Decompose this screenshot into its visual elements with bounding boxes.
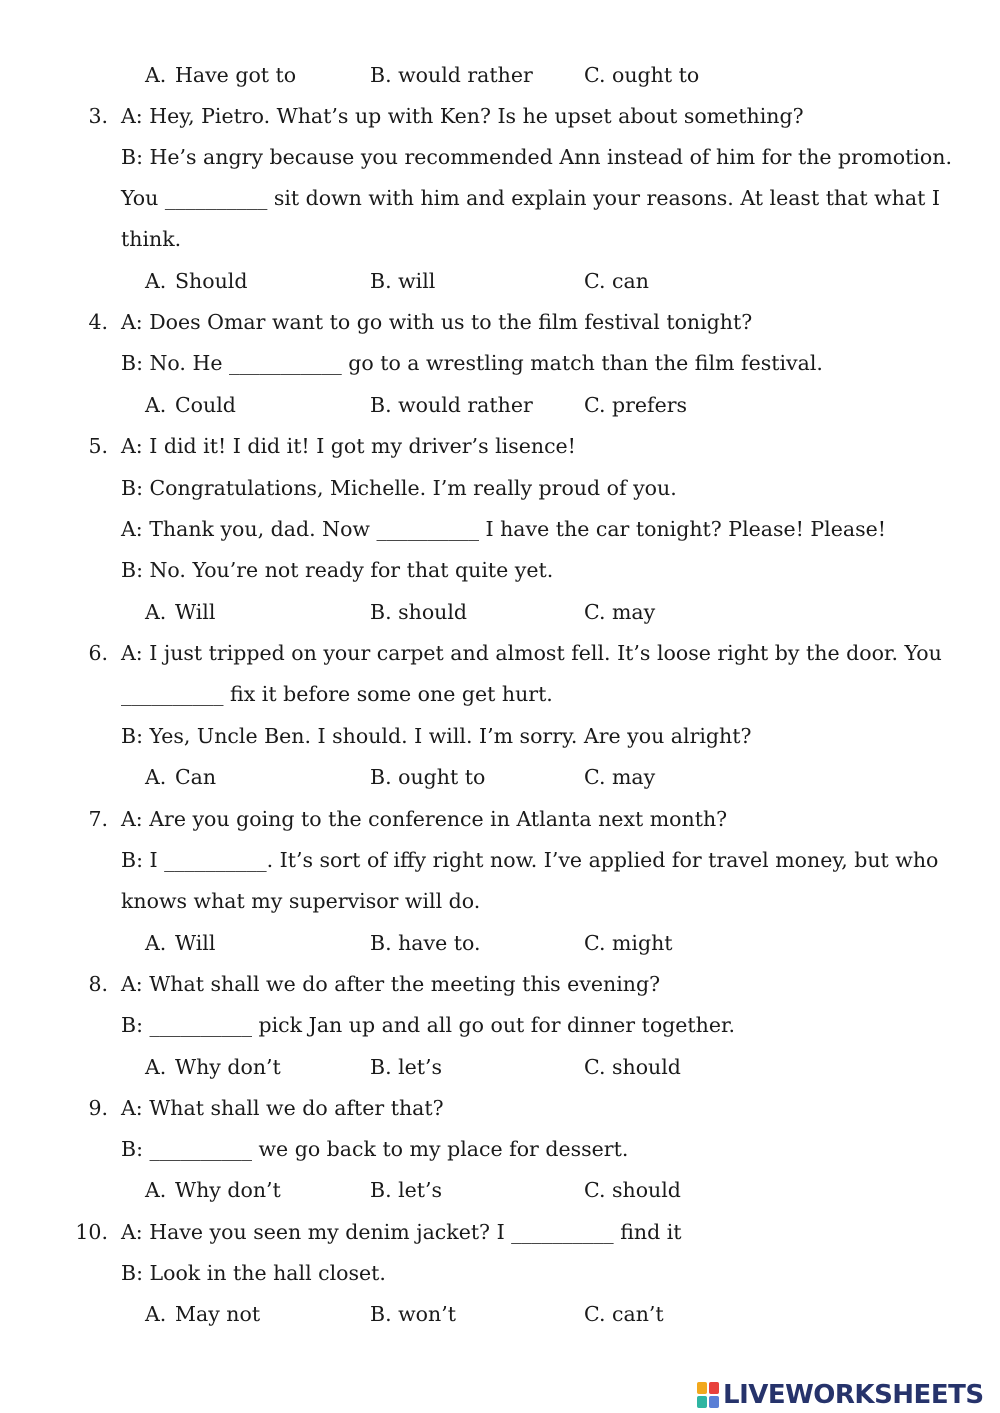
q2-option-a[interactable] — [145, 62, 296, 88]
q7-option-b[interactable]: B. have to. — [370, 931, 481, 955]
q9-option-a-text: Why don’t — [175, 1178, 281, 1202]
q7-line-3: knows what my supervisor will do. — [121, 889, 481, 913]
q9-option-c[interactable]: C. should — [584, 1178, 681, 1202]
q6-line-1: A: I just tripped on your carpet and almost fell. It’s loose right by the door. You — [121, 641, 942, 665]
q5-option-a-text: Will — [175, 600, 216, 624]
q9-line-1: A: What shall we do after that? — [121, 1096, 444, 1120]
q9-option-a-letter: A. — [145, 1178, 167, 1202]
q6-number: 6. — [88, 641, 108, 665]
q5-number: 5. — [88, 434, 108, 458]
q3-option-b[interactable]: B. will — [370, 269, 436, 293]
logo-square-1 — [697, 1382, 707, 1394]
q4-option-a-text: Could — [175, 393, 236, 417]
q5-line-2: B: Congratulations, Michelle. I’m really proud of you. — [121, 476, 677, 500]
q5-option-b[interactable]: B. should — [370, 600, 468, 624]
q3-number: 3. — [88, 104, 108, 128]
q3-line-2: B: He’s angry because you recommended Ann instead of him for the promotion. — [121, 145, 952, 169]
logo-mark-icon — [697, 1382, 719, 1408]
q10-number: 10. — [75, 1220, 108, 1244]
q8-option-a[interactable] — [145, 1054, 281, 1080]
q7-option-c[interactable]: C. might — [584, 931, 673, 955]
q10-option-a[interactable] — [145, 1301, 260, 1327]
q4-option-a-letter: A. — [145, 393, 167, 417]
q3-option-a[interactable] — [145, 268, 247, 294]
q4-line-2: B: No. He ___________ go to a wrestling match than the film festival. — [121, 351, 823, 375]
q10-option-c[interactable]: C. can’t — [584, 1302, 664, 1326]
q8-number: 8. — [88, 972, 108, 996]
q2-option-a-letter: A. — [145, 63, 167, 87]
q6-option-b[interactable]: B. ought to — [370, 765, 486, 789]
q4-line-1: A: Does Omar want to go with us to the film festival tonight? — [121, 310, 753, 334]
q6-option-c[interactable]: C. may — [584, 765, 656, 789]
q10-line-1: A: Have you seen my denim jacket? I __________ find it — [121, 1220, 682, 1244]
q5-option-a[interactable] — [145, 599, 215, 625]
q2-option-b[interactable]: B. would rather — [370, 63, 533, 87]
q8-option-a-text: Why don’t — [175, 1055, 281, 1079]
q8-line-2: B: __________ pick Jan up and all go out for dinner together. — [121, 1013, 736, 1037]
q6-line-3: B: Yes, Uncle Ben. I should. I will. I’m sorry. Are you alright? — [121, 724, 752, 748]
q8-option-b[interactable]: B. let’s — [370, 1055, 443, 1079]
q9-line-2: B: __________ we go back to my place for dessert. — [121, 1137, 629, 1161]
q7-number: 7. — [88, 807, 108, 831]
q5-line-4: B: No. You’re not ready for that quite yet. — [121, 558, 554, 582]
liveworksheets-logo — [697, 1380, 984, 1410]
q7-option-a-text: Will — [175, 931, 216, 955]
q10-option-a-text: May not — [175, 1302, 261, 1326]
q3-line-4: think. — [121, 227, 182, 251]
q10-option-a-letter: A. — [145, 1302, 167, 1326]
q4-option-c[interactable]: C. prefers — [584, 393, 688, 417]
q3-line-1: A: Hey, Pietro. What’s up with Ken? Is he upset about something? — [121, 104, 804, 128]
q5-line-1: A: I did it! I did it! I got my driver’s lisence! — [121, 434, 576, 458]
q3-option-a-letter: A. — [145, 269, 167, 293]
q5-option-c[interactable]: C. may — [584, 600, 656, 624]
q4-option-b[interactable]: B. would rather — [370, 393, 533, 417]
q3-option-c[interactable]: C. can — [584, 269, 649, 293]
logo-square-3 — [697, 1396, 707, 1408]
q2-option-c[interactable]: C. ought to — [584, 63, 700, 87]
q7-line-2: B: I __________. It’s sort of iffy right now. I’ve applied for travel money, but who — [121, 848, 939, 872]
q4-number: 4. — [88, 310, 108, 334]
q8-line-1: A: What shall we do after the meeting this evening? — [121, 972, 661, 996]
q8-option-c[interactable]: C. should — [584, 1055, 681, 1079]
q4-option-a[interactable] — [145, 392, 236, 418]
q3-option-a-text: Should — [175, 269, 248, 293]
q7-option-a-letter: A. — [145, 931, 167, 955]
q9-option-b[interactable]: B. let’s — [370, 1178, 443, 1202]
q9-option-a[interactable] — [145, 1177, 281, 1203]
q6-option-a-letter: A. — [145, 765, 167, 789]
q6-option-a-text: Can — [175, 765, 217, 789]
logo-text: LIVEWORKSHEETS — [723, 1380, 984, 1410]
q7-option-a[interactable] — [145, 930, 215, 956]
logo-square-4 — [709, 1396, 719, 1408]
q8-option-a-letter: A. — [145, 1055, 167, 1079]
q5-option-a-letter: A. — [145, 600, 167, 624]
q3-line-3: You __________ sit down with him and explain your reasons. At least that what I — [121, 186, 940, 210]
q7-line-1: A: Are you going to the conference in Atlanta next month? — [121, 807, 728, 831]
q2-option-a-text: Have got to — [175, 63, 297, 87]
q10-line-2: B: Look in the hall closet. — [121, 1261, 386, 1285]
q6-line-2: __________ fix it before some one get hurt. — [121, 682, 553, 706]
logo-square-2 — [709, 1382, 719, 1394]
q9-number: 9. — [88, 1096, 108, 1120]
q5-line-3: A: Thank you, dad. Now __________ I have the car tonight? Please! Please! — [121, 517, 886, 541]
q6-option-a[interactable] — [145, 764, 216, 790]
q10-option-b[interactable]: B. won’t — [370, 1302, 456, 1326]
